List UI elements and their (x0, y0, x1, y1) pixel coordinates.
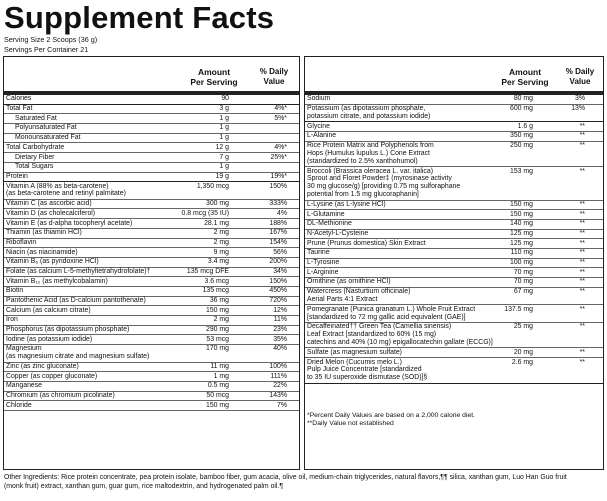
nutrient-name: Folate (as calcium L-5-methyltetrahydrofolate)† (6, 267, 151, 275)
nutrient-row (4, 363, 299, 373)
nutrient-row (4, 277, 299, 287)
nutrient-row (4, 173, 299, 183)
nutrient-daily-value: 11% (273, 316, 287, 324)
nutrient-amount: 600 mg (510, 105, 533, 113)
nutrient-amount: 3.4 mg (207, 258, 229, 266)
nutrient-daily-value: 4% (277, 209, 287, 217)
nutrient-name: Manganese (6, 382, 43, 390)
servings-per-container: Servings Per Container 21 (4, 45, 89, 54)
nutrient-name: Total Carbohydrate (6, 143, 65, 151)
nutrient-daily-value: 154% (269, 238, 287, 246)
nutrient-row (4, 239, 299, 249)
amount-header: Amount Per Serving (190, 67, 238, 87)
nutrient-row (4, 326, 299, 336)
nutrient-name: Zinc (as zinc gluconate) (6, 363, 79, 371)
nutrient-name: Chromium (as chromium picolinate) (6, 392, 115, 400)
nutrient-name: Vitamin C (as ascorbic acid) (6, 200, 92, 208)
nutrient-amount: 135 mcg DFE (186, 267, 229, 275)
nutrient-amount: 290 mg (206, 326, 229, 334)
nutrient-amount: 1 mg (213, 372, 229, 380)
nutrient-daily-value: 23% (273, 326, 287, 334)
nutrient-daily-value: ** (579, 220, 585, 228)
nutrient-amount: 137.5 mg (504, 305, 533, 313)
footnotes (307, 412, 475, 428)
nutrient-name: Polyunsaturated Fat (15, 124, 77, 132)
nutrient-row (4, 143, 299, 153)
nutrient-row (305, 95, 603, 105)
nutrient-amount: 1 g (219, 124, 229, 132)
nutrient-daily-value: ** (579, 288, 585, 296)
nutrient-amount: 350 mg (510, 132, 533, 140)
nutrient-amount: 67 mg (513, 288, 533, 296)
nutrient-row (305, 230, 603, 240)
nutrient-amount: 11 mg (210, 363, 229, 371)
nutrient-amount: 135 mcg (202, 287, 229, 295)
nutrient-amount: 150 mg (206, 401, 229, 409)
nutrient-name: Vitamin B₆ (as pyridoxine HCl) (6, 258, 99, 266)
nutrient-amount: 90 (221, 95, 229, 103)
nutrient-row (305, 259, 603, 269)
right-facts-panel (304, 56, 604, 470)
nutrient-daily-value: ** (579, 167, 585, 175)
nutrient-row (305, 105, 603, 123)
title: Supplement Facts (4, 0, 275, 35)
nutrient-row (4, 392, 299, 402)
nutrient-row (305, 323, 603, 349)
daily-value-header: % Daily Value (259, 67, 289, 86)
nutrient-amount: 36 mg (209, 297, 229, 305)
nutrient-row (4, 287, 299, 297)
left-facts-panel (3, 56, 300, 470)
nutrient-row (4, 124, 299, 134)
nutrient-amount: 53 mcg (206, 335, 229, 343)
nutrient-amount: 20 mg (513, 348, 533, 356)
nutrient-row (4, 306, 299, 316)
nutrient-row (4, 248, 299, 258)
nutrient-amount: 7 g (219, 153, 229, 161)
nutrient-row (305, 201, 603, 211)
nutrient-name: Saturated Fat (15, 114, 57, 122)
nutrient-name: Iodine (as potassium iodide) (6, 335, 93, 343)
nutrient-amount: 2 mg (213, 238, 229, 246)
nutrient-daily-value: ** (579, 239, 585, 247)
nutrient-name: Total Fat (6, 105, 33, 113)
nutrient-row (4, 316, 299, 326)
nutrient-daily-value: 720% (269, 297, 287, 305)
nutrient-amount: 1 g (219, 114, 229, 122)
nutrient-daily-value: 56% (273, 248, 287, 256)
nutrient-daily-value: 12% (273, 306, 287, 314)
nutrient-row (305, 239, 603, 249)
nutrient-amount: 2.6 mg (511, 358, 533, 366)
nutrient-amount: 125 mg (510, 239, 533, 247)
nutrient-amount: 2 mg (213, 229, 229, 237)
nutrient-amount: 9 mg (213, 248, 229, 256)
nutrient-amount: 150 mg (510, 210, 533, 218)
nutrient-amount: 70 mg (513, 278, 533, 286)
nutrient-daily-value: 150% (269, 182, 287, 190)
nutrient-daily-value: 22% (273, 382, 287, 390)
nutrient-row (305, 249, 603, 259)
nutrient-row (4, 163, 299, 173)
nutrient-daily-value: ** (579, 358, 585, 366)
nutrient-row (4, 134, 299, 144)
daily-value-header: % Daily Value (565, 67, 595, 86)
nutrient-name: DL-Methionine (307, 220, 352, 228)
nutrient-daily-value: 111% (270, 372, 287, 380)
nutrient-daily-value: ** (579, 122, 585, 130)
nutrient-row (305, 142, 603, 168)
nutrient-daily-value: 40% (273, 345, 287, 353)
nutrient-name: L-Lysine (as L-lysine HCl) (307, 200, 386, 208)
nutrient-amount: 70 mg (513, 268, 533, 276)
nutrient-row (305, 278, 603, 288)
nutrient-name: L-Alanine (307, 132, 337, 140)
nutrient-amount: 12 g (215, 143, 229, 151)
nutrient-name: Taurine (307, 249, 330, 257)
nutrient-amount: 150 mg (510, 200, 533, 208)
nutrient-name: Broccoli (Brassica oleracea L. var. italica) Sprout and Floret Powder‡ (myrosinase activity 30 mg glucose/g) [providing 0.75 mg sulforaphane potential from 1.5 mg glucoraphanin] (307, 167, 461, 199)
nutrient-amount: 80 mg (513, 95, 533, 103)
nutrient-name: Sulfate (as magnesium sulfate) (307, 348, 402, 356)
nutrient-name: Total Sugars (15, 163, 54, 171)
nutrient-row (305, 268, 603, 278)
nutrient-row (305, 348, 603, 358)
nutrient-row (4, 200, 299, 210)
nutrient-name: Biotin (6, 287, 24, 295)
nutrient-row (305, 288, 603, 306)
nutrient-name: Magnesium (as magnesium citrate and magnesium sulfate) (6, 345, 150, 361)
nutrient-amount: 50 mcg (206, 392, 229, 400)
nutrient-daily-value: 333% (269, 200, 287, 208)
nutrient-name: Pomegranate (Punica granatum L.) Whole Fruit Extract [standardized to 72 mg gallic acid equivalent (GAE)] (307, 305, 476, 321)
nutrient-amount: 150 mg (206, 306, 229, 314)
nutrient-row (305, 305, 603, 323)
nutrient-row (305, 220, 603, 230)
nutrient-name: L-Tyrosine (307, 259, 340, 267)
nutrient-row (4, 182, 299, 200)
nutrient-row (305, 210, 603, 220)
nutrient-daily-value: ** (579, 200, 585, 208)
nutrient-amount: 170 mg (206, 345, 229, 353)
nutrient-amount: 0.5 mg (207, 382, 229, 390)
nutrient-daily-value: 143% (269, 392, 287, 400)
nutrient-row (4, 209, 299, 219)
nutrient-row (4, 401, 299, 411)
nutrient-row (4, 345, 299, 363)
nutrient-amount: 125 mg (510, 230, 533, 238)
nutrient-name: Riboflavin (6, 238, 37, 246)
nutrient-amount: 153 mg (510, 167, 533, 175)
nutrient-name: Sodium (307, 95, 331, 103)
nutrient-row (4, 268, 299, 278)
footnote-not-established: **Daily Value not established (307, 420, 394, 427)
nutrient-daily-value: ** (579, 230, 585, 238)
nutrient-name: Phosphorus (as dipotassium phosphate) (6, 326, 130, 334)
nutrient-row (4, 372, 299, 382)
nutrient-row (4, 95, 299, 105)
nutrient-daily-value: 35% (273, 335, 287, 343)
nutrient-amount: 3.6 mcg (204, 277, 229, 285)
nutrient-name: Dietary Fiber (15, 153, 55, 161)
nutrient-name: Iron (6, 316, 18, 324)
nutrient-row (4, 258, 299, 268)
nutrient-amount: 1 g (219, 163, 229, 171)
nutrient-daily-value: 450% (269, 287, 287, 295)
nutrient-name: Vitamin E (as d-alpha tocopheryl acetate) (6, 219, 133, 227)
nutrient-name: Prune (Prunus domestica) Skin Extract (307, 239, 426, 247)
nutrient-daily-value: 13% (571, 105, 585, 113)
right-rows (305, 95, 603, 384)
nutrient-daily-value: 150% (269, 277, 287, 285)
nutrient-name: Niacin (as niacinamide) (6, 248, 78, 256)
nutrient-row (4, 219, 299, 229)
nutrient-name: Vitamin D (as cholecalciferol) (6, 209, 96, 217)
nutrient-daily-value: ** (579, 323, 585, 331)
nutrient-amount: 2 mg (213, 316, 229, 324)
nutrient-name: Dried Melon (Cucumis melo L.) Pulp Juice Concentrate [standardized to 35 IU superoxide dismutase (SOD)]§ (307, 358, 428, 382)
nutrient-amount: 0.8 mcg (35 IU) (181, 209, 229, 217)
amount-header: Amount Per Serving (501, 67, 549, 87)
nutrient-row (305, 358, 603, 384)
nutrient-name: N-Acetyl-L-Cysteine (307, 230, 369, 238)
nutrient-daily-value: 19%* (270, 172, 287, 180)
nutrient-row (305, 132, 603, 142)
left-rows (4, 95, 299, 411)
nutrient-daily-value: ** (579, 259, 585, 267)
nutrient-daily-value: 100% (269, 363, 287, 371)
nutrient-daily-value: 7% (277, 401, 287, 409)
nutrient-amount: 100 mg (510, 259, 533, 267)
nutrient-name: Ornithine (as ornithine HCl) (307, 278, 391, 286)
nutrient-row (4, 114, 299, 124)
nutrient-row (4, 105, 299, 115)
nutrient-amount: 1.6 g (517, 122, 533, 130)
nutrient-name: Vitamin B₁₂ (as methylcobalamin) (6, 277, 108, 285)
nutrient-row (4, 153, 299, 163)
nutrient-amount: 250 mg (510, 142, 533, 150)
nutrient-name: Rice Protein Matrix and Polyphenols from Hops (Humulus lupulus L.) Cone Extract (standardized to 2.5% xanthohumol) (307, 142, 434, 165)
nutrient-name: Protein (6, 172, 28, 180)
nutrient-daily-value: 3% (575, 95, 585, 103)
nutrient-daily-value: ** (579, 142, 585, 150)
nutrient-name: Copper (as copper gluconate) (6, 372, 98, 380)
nutrient-name: Pantothenic Acid (as D-calcium pantothenate) (6, 297, 146, 305)
nutrient-amount: 110 mg (510, 249, 533, 257)
nutrient-amount: 28.1 mg (204, 219, 229, 227)
nutrient-name: Monounsaturated Fat (15, 134, 81, 142)
nutrient-row (305, 122, 603, 132)
nutrient-amount: 300 mg (206, 200, 229, 208)
nutrient-daily-value: ** (579, 210, 585, 218)
nutrient-daily-value: ** (579, 132, 585, 140)
nutrient-name: Calories (6, 95, 32, 103)
nutrient-name: Thiamin (as thiamin HCl) (6, 229, 82, 237)
nutrient-row (4, 335, 299, 345)
nutrient-amount: 3 g (219, 105, 229, 113)
nutrient-name: Decaffeinated†† Green Tea (Camellia sinensis) Leaf Extract [standardized to 60% (15 mg) catechins and 40% (10 mg) epigallocatechin gallate (ECCG)] (307, 323, 493, 347)
other-ingredients: Other Ingredients: Rice protein concentrate, pea protein isolate, bamboo fiber, gum acacia, olive oil, medium-chain triglycerides, natural flavors,¶¶ silica, xanthan gum, Luo Han Guo fruit (monk fruit) extract, xanthan gum, guar gum, rice maltodextrin, and hydrogenated palm oil.¶ (4, 474, 567, 490)
nutrient-name: Chloride (6, 401, 32, 409)
nutrient-amount: 1 g (219, 134, 229, 142)
nutrient-daily-value: 200% (269, 258, 287, 266)
nutrient-daily-value: 4%* (274, 105, 287, 113)
nutrient-row (305, 167, 603, 200)
nutrient-name: Vitamin A (88% as beta-carotene) (as beta-carotene and retinyl palmitate) (6, 182, 126, 198)
nutrient-name: Glycine (307, 122, 330, 130)
nutrient-name: Watercress (Nasturtium officinale) Aerial Parts 4:1 Extract (307, 288, 411, 304)
nutrient-daily-value: ** (579, 249, 585, 257)
nutrient-row (4, 297, 299, 307)
serving-size: Serving Size 2 Scoops (36 g) (4, 35, 98, 44)
nutrient-amount: 25 mg (513, 323, 533, 331)
nutrient-row (4, 229, 299, 239)
nutrient-amount: 1,350 mcg (196, 182, 229, 190)
nutrient-amount: 19 g (215, 172, 229, 180)
nutrient-daily-value: 5%* (274, 114, 287, 122)
nutrient-amount: 140 mg (510, 220, 533, 228)
nutrient-name: Potassium (as dipotassium phosphate, potassium citrate, and potassium iodide) (307, 105, 431, 120)
footnote-daily-values: *Percent Daily Values are based on a 2,000 calorie diet. (307, 412, 476, 419)
nutrient-daily-value: ** (579, 268, 585, 276)
nutrient-name: L-Arginine (307, 268, 339, 276)
nutrient-row (4, 382, 299, 392)
nutrient-daily-value: 4%* (274, 143, 287, 151)
nutrient-name: Calcium (as calcium citrate) (6, 306, 91, 314)
nutrient-daily-value: 25%* (270, 153, 287, 161)
nutrient-daily-value: 34% (273, 267, 287, 275)
nutrient-daily-value: 188% (269, 219, 287, 227)
nutrient-daily-value: ** (579, 348, 585, 356)
nutrient-daily-value: ** (579, 278, 585, 286)
nutrient-daily-value: ** (579, 305, 585, 313)
nutrient-daily-value: 167% (269, 229, 287, 237)
nutrient-name: L-Glutamine (307, 210, 345, 218)
